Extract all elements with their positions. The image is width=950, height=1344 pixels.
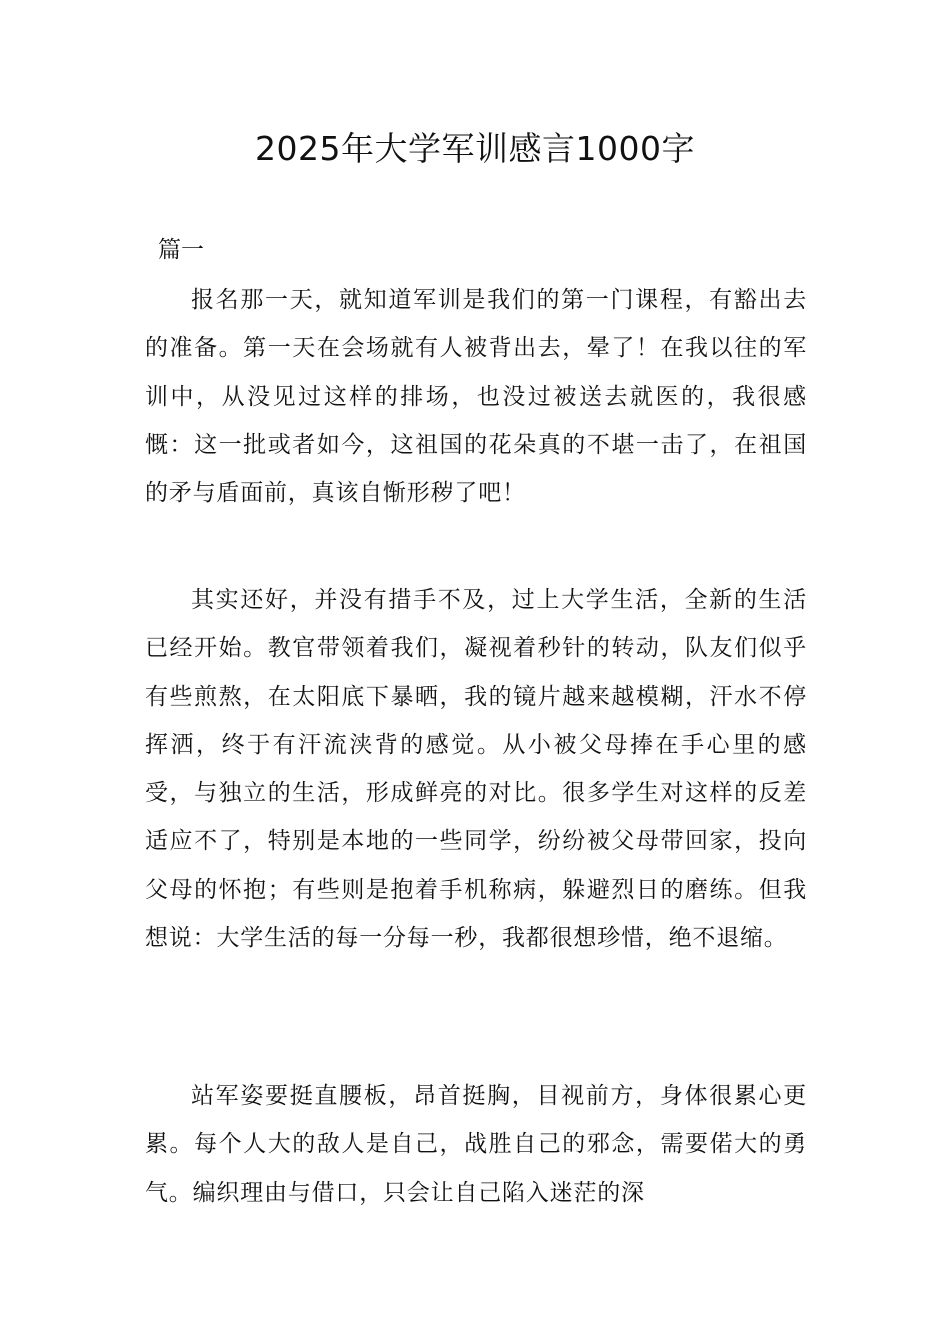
paragraph-2: 其实还好，并没有措手不及，过上大学生活，全新的生活已经开始。教官带领着我们，凝视着秒针的转动，队友们似乎有些煎熬，在太阳底下暴晒，我的镜片越来越模糊，汗水不停挥洒，终于有汗流浃背的感觉。从小被父母捧在手心里的感受，与独立的生活，形成鲜亮的对比。很多学生对这样的反差适应不了，特别是本地的一些同学，纷纷被父母带回家，投向父母的怀抱；有些则是抱着手机称病，躲避烈日的磨练。但我想说：大学生活的每一分每一秒，我都很想珍惜，绝不退缩。: [145, 587, 807, 952]
section-label: 篇一: [158, 237, 204, 263]
paragraph-3: 站军姿要挺直腰板，昂首挺胸，目视前方，身体很累心更累。每个人大的敌人是自己，战胜自己的邪念，需要偌大的勇气。编织理由与借口，只会让自己陷入迷茫的深: [145, 1083, 807, 1206]
paragraph-1: 报名那一天，就知道军训是我们的第一门课程，有豁出去的准备。第一天在会场就有人被背出去，晕了！在我以往的军训中，从没见过这样的排场，也没过被送去就医的，我很感慨：这一批或者如今，这祖国的花朵真的不堪一击了，在祖国的矛与盾面前，真该自惭形秽了吧！: [145, 287, 807, 507]
document-title: 2025年大学军训感言1000字: [255, 129, 695, 168]
